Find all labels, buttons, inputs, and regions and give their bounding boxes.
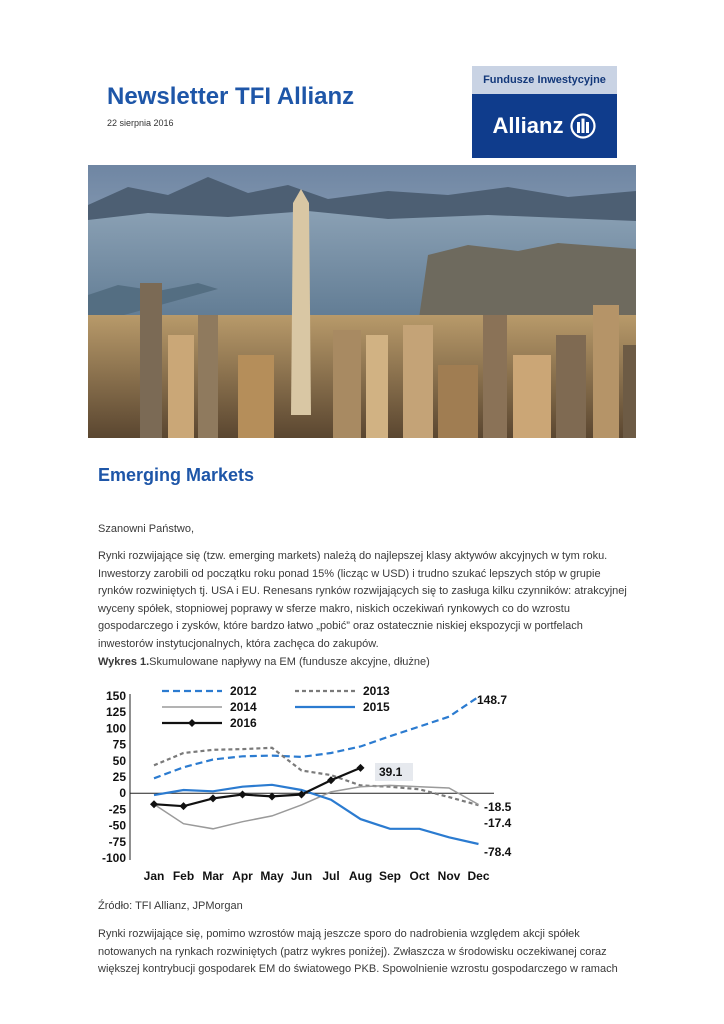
- x-tick-label: Aug: [348, 869, 373, 883]
- second-paragraph: Rynki rozwijające się, pomimo wzrostów mają jeszcze sporo do nadrobienia względem akcji spółek notowanych na rynkach rozwiniętych (patrz wykres poniżej). Zwłaszcza w środowisku oczekiwanej coraz większej kontrybucji gospodarek EM do światowego PKB. Spowolnienie wzrostu gospodarczego w ramach: [98, 928, 618, 976]
- y-tick-label: -75: [108, 834, 126, 849]
- allianz-eagle-icon: [570, 113, 596, 139]
- y-tick-label: 125: [105, 705, 126, 720]
- end-label-2016: 39.1: [379, 765, 403, 779]
- series-2016-marker: [357, 764, 365, 772]
- x-tick-label: Mar: [202, 869, 224, 883]
- allianz-logo: [472, 66, 617, 158]
- x-tick-label: Nov: [437, 869, 461, 883]
- hong-kong-skyline-photo: [88, 165, 636, 438]
- x-tick-label: Apr: [232, 869, 253, 883]
- series-2016-marker: [327, 776, 335, 784]
- y-tick-label: -100: [101, 851, 126, 865]
- series-2016-marker: [239, 790, 247, 798]
- logo-brand-text: Allianz: [492, 113, 564, 138]
- series-2016-marker: [180, 802, 188, 810]
- chart-source: Źródło: TFI Allianz, JPMorgan: [98, 900, 243, 912]
- y-tick-label: 75: [112, 737, 126, 752]
- legend-marker-2016: [188, 719, 196, 727]
- y-tick-label: -25: [108, 802, 126, 817]
- series-2016-marker: [209, 794, 217, 802]
- chart-caption-label: Wykres 1.: [98, 656, 150, 668]
- x-tick-label: Jul: [322, 869, 340, 883]
- y-tick-label: 100: [105, 721, 126, 736]
- x-tick-label: Jan: [143, 869, 165, 883]
- x-tick-label: Feb: [172, 869, 195, 883]
- legend-label-2012: 2012: [230, 684, 257, 698]
- em-flows-chart: [92, 684, 522, 889]
- y-tick-label: -50: [108, 818, 126, 833]
- y-tick-label: 25: [112, 770, 126, 784]
- logo-brand: [472, 94, 617, 158]
- end-label-2012: 148.7: [477, 693, 508, 707]
- y-tick-label: 150: [105, 689, 126, 703]
- legend-label-2016: 2016: [230, 716, 257, 730]
- x-tick-label: Jun: [290, 869, 313, 883]
- chart-caption: [98, 656, 430, 668]
- end-label-2014: -17.4: [484, 816, 512, 830]
- x-tick-label: May: [260, 869, 284, 883]
- greeting: Szanowni Państwo,: [98, 523, 194, 535]
- legend-label-2013: 2013: [363, 684, 390, 698]
- y-tick-label: 50: [112, 753, 126, 768]
- end-label-2013: -18.5: [484, 800, 512, 814]
- intro-paragraph: Rynki rozwijające się (tzw. emerging markets) należą do najlepszej klasy aktywów akcyjnych w tym roku. Inwestorzy zarobili od początku roku ponad 15% (licząc w USD) i trudno szukać lepszych stóp w grupie rynków rozwiniętych tj. USA i EU. Renesans rynków rozwijających się to zasługa kilku czynników: atrakcyjnej wyceny spółek, stopniowej poprawy w sferze makro, niskich oczekiwań rynkowych co do wzrostu gospodarczego i zysków, które bardzo łatwo „pobić” oraz ostatecznie niskiej ekspozycji w portfelach inwestorów instytucjonalnych, która zachęca do zakupów.: [98, 550, 627, 650]
- x-tick-label: Sep: [378, 869, 402, 883]
- series-2016-marker: [150, 800, 158, 808]
- logo-top-text: Fundusze Inwestycyjne: [472, 66, 617, 94]
- section-heading: Emerging Markets: [98, 465, 255, 485]
- series-2012-line: [154, 697, 479, 779]
- y-tick-label: 0: [119, 786, 126, 801]
- series-2016-line: [154, 768, 361, 806]
- newsletter-title: Newsletter TFI Allianz: [107, 83, 355, 110]
- chart-caption-text: Skumulowane napływy na EM (fundusze akcyjne, dłużne): [149, 656, 430, 668]
- end-label-2015: -78.4: [484, 845, 512, 859]
- legend-label-2014: 2014: [230, 700, 257, 714]
- x-tick-label: Oct: [409, 869, 430, 883]
- legend-label-2015: 2015: [363, 700, 390, 714]
- x-tick-label: Dec: [467, 869, 490, 883]
- newsletter-date: 22 sierpnia 2016: [107, 118, 174, 128]
- series-2013-line: [154, 748, 479, 805]
